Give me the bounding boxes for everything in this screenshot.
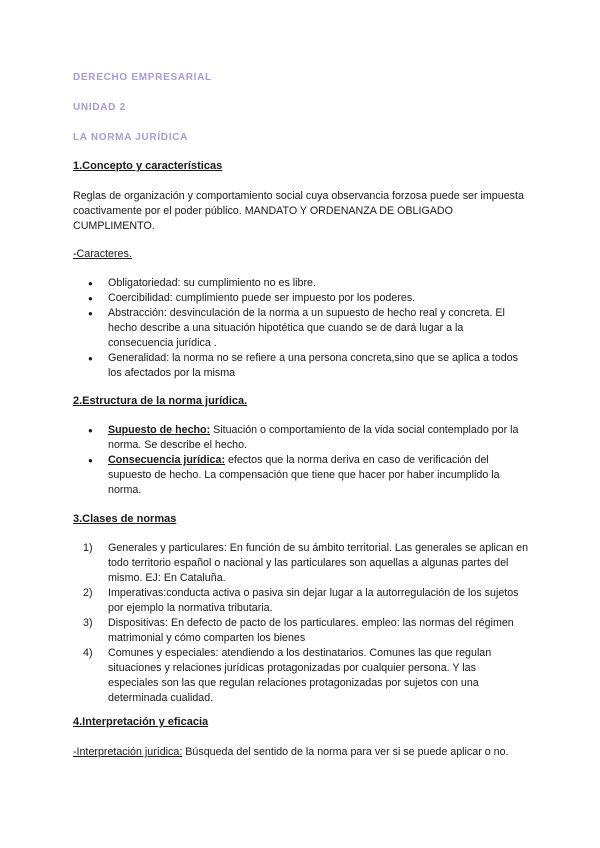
list-item [83, 541, 529, 586]
item-number: 4) [83, 647, 93, 659]
interpretation-label: -Interpretación jurídica: [73, 746, 183, 758]
list-item [83, 586, 528, 616]
list-item: ● Generalidad: la norma no se refiere a una persona concreta,sino que se aplica a todos los afectados por la misma [108, 351, 528, 381]
item-number: 2) [83, 587, 93, 599]
topic-heading: LA NORMA JURÍDICA [73, 132, 189, 143]
item-text: Situación o comportamiento de la vida social contemplado por la norma. Se describe el hecho. [108, 424, 519, 451]
structure-list [108, 423, 528, 498]
classes-list [83, 541, 529, 706]
item-text: Imperativas:conducta activa o pasiva sin dejar lugar a la autorregulación de los sujetos por ejemplo la normativa tributaria. [108, 587, 519, 614]
characters-label: -Caracteres. [73, 248, 132, 260]
item-number: 3) [83, 617, 93, 629]
section-1-title: 1.Concepto y características [73, 160, 223, 172]
characters-list [108, 276, 528, 381]
item-text: Generales y particulares: En función de su ámbito territorial. Las generales se aplican en todo territorio español o nacional y las particulares son aquellas a algunas partes del mismo. EJ: En Cataluña. [108, 542, 529, 584]
section-4-title: 4.Interpretación y eficacia [73, 716, 209, 728]
unit-heading: UNIDAD 2 [73, 102, 126, 113]
item-label: Supuesto de hecho: [108, 424, 211, 436]
list-item [108, 453, 528, 498]
item-text: Dispositivas: En defecto de pacto de los particulares. empleo: las normas del régimen matrimonial y cómo comparten los bienes [108, 617, 514, 644]
subject-heading: DERECHO EMPRESARIAL [73, 72, 212, 83]
item-number: 1) [83, 542, 93, 554]
interpretation-paragraph [73, 745, 528, 760]
interpretation-text: Búsqueda del sentido de la norma para ver si se puede aplicar o no. [182, 746, 509, 758]
list-item: ● Abstracción: desvinculación de la norma a un supuesto de hecho real y concreta. El hecho describe a una situación hipotética que cuando se de dará lugar a la consecuencia jurídica . [108, 306, 528, 351]
item-text: efectos que la norma deriva en caso de verificación del supuesto de hecho. La compensación que tiene que hacer por haber incumplido la norma. [108, 454, 500, 496]
list-item: ● Obligatoriedad: su cumplimiento no es libre. [108, 276, 528, 291]
item-label: Consecuencia jurídica: [108, 454, 226, 466]
list-item [83, 646, 528, 706]
concept-paragraph: Reglas de organización y comportamiento social cuya observancia forzosa puede ser impuesta coactivamente por el poder público. MANDATO Y ORDENANZA DE OBLIGADO CUMPLIMENTO. [73, 190, 524, 232]
item-text: Comunes y especiales: atendiendo a los destinatarios. Comunes las que regulan situaciones y relaciones jurídicas protagonizadas por cualquier persona. Y las especiales son las que regulan relaciones protagonizadas por sujetos con una determinada cualidad. [108, 647, 492, 704]
list-item [83, 616, 528, 646]
section-3-title: 3.Clases de normas [73, 513, 177, 525]
list-item [108, 423, 528, 453]
list-item: ● Coercibilidad: cumplimiento puede ser impuesto por los poderes. [108, 291, 528, 306]
section-2-title: 2.Estructura de la norma jurídica. [73, 395, 248, 407]
